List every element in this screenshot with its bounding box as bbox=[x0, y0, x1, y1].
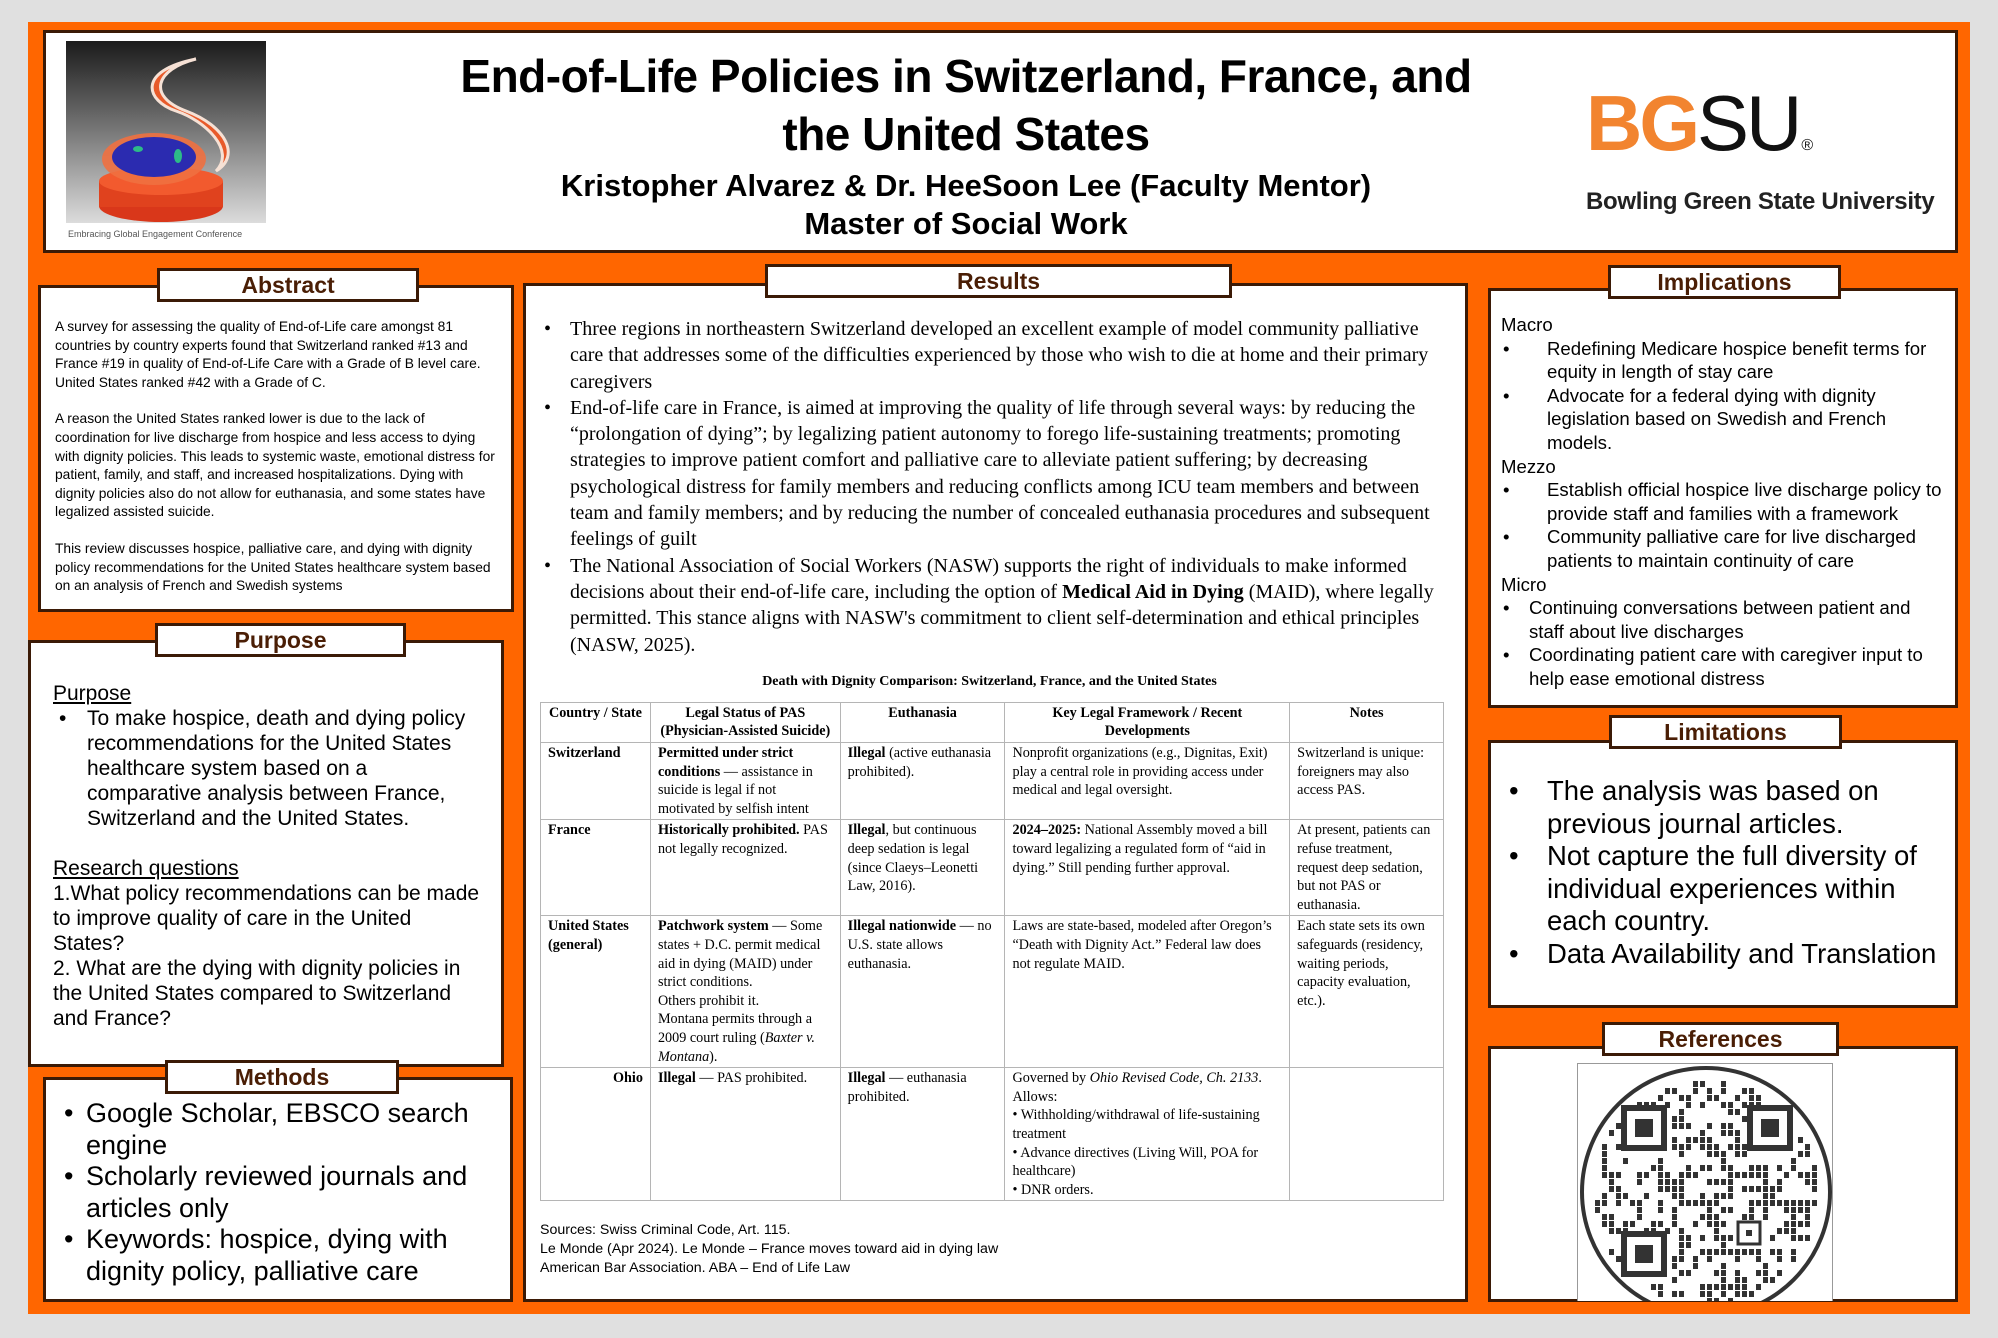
implications-group-label: Mezzo bbox=[1501, 455, 1556, 477]
glass-sculpture-icon bbox=[66, 41, 266, 223]
poster-header bbox=[43, 30, 1958, 253]
program-name: Master of Social Work bbox=[804, 206, 1128, 241]
results-heading: Results bbox=[765, 264, 1232, 298]
column-header: Euthanasia bbox=[840, 702, 1005, 742]
country-cell: United States (general) bbox=[541, 916, 651, 1068]
poster-title-line-2: the United States bbox=[782, 108, 1150, 160]
sources bbox=[540, 1221, 1439, 1278]
methods-item: • Keywords: hospice, dying with dignity policy, palliative care bbox=[56, 1224, 496, 1287]
implications-list bbox=[1501, 337, 1947, 455]
euthanasia-cell: Illegal nationwide — no U.S. state allows euthanasia. bbox=[840, 916, 1005, 1068]
bgsu-wordmark bbox=[1586, 79, 1966, 186]
column-header: Notes bbox=[1290, 702, 1444, 742]
table-row bbox=[541, 1068, 1444, 1201]
bgsu-logo bbox=[1586, 79, 1966, 216]
references-panel bbox=[1488, 1046, 1958, 1302]
university-name: Bowling Green State University bbox=[1586, 188, 1935, 215]
authors: Kristopher Alvarez & Dr. HeeSoon Lee (Faculty Mentor) bbox=[560, 168, 1372, 203]
table-row bbox=[541, 820, 1444, 916]
framework-cell: Nonprofit organizations (e.g., Dignitas, Exit) play a central role in providing access under medical and legal oversight. bbox=[1005, 743, 1290, 820]
table-header-row bbox=[541, 702, 1444, 742]
euthanasia-cell: Illegal (active euthanasia prohibited). bbox=[840, 743, 1005, 820]
notes-cell: Each state sets its own safeguards (residency, waiting periods, capacity evaluation, etc.). bbox=[1290, 916, 1444, 1068]
country-cell: Ohio bbox=[541, 1068, 651, 1201]
implications-item: • Redefining Medicare hospice benefit terms for equity in length of stay care bbox=[1501, 337, 1947, 384]
methods-list bbox=[56, 1098, 496, 1287]
source-line: American Bar Association. ABA – End of Life Law bbox=[540, 1260, 850, 1277]
poster bbox=[28, 22, 1970, 1314]
pas-cell: Illegal — PAS prohibited. bbox=[650, 1068, 840, 1201]
pas-cell: Permitted under strict conditions — assistance in suicide is legal if not motivated by selfish intent bbox=[650, 743, 840, 820]
research-question: 2. What are the dying with dignity policies in the United States compared to Switzerland and France? bbox=[53, 957, 461, 1030]
limitations-item: • Not capture the full diversity of individual experiences within each country. bbox=[1505, 840, 1943, 938]
methods-item: • Scholarly reviewed journals and articles only bbox=[56, 1161, 496, 1224]
column-header: Key Legal Framework / Recent Developments bbox=[1005, 702, 1290, 742]
notes-cell bbox=[1290, 1068, 1444, 1201]
qr-code-icon bbox=[1578, 1064, 1833, 1301]
implications-panel bbox=[1488, 288, 1958, 708]
purpose-list bbox=[53, 706, 483, 831]
framework-cell: Governed by Ohio Revised Code, Ch. 2133. Allows: • Withholding/withdrawal of life-sustaining treatment • Advance directives (Living Will, POA for healthcare) • DNR orders. bbox=[1005, 1068, 1290, 1201]
methods-item: • Google Scholar, EBSCO search engine bbox=[56, 1098, 496, 1161]
notes-cell: At present, patients can refuse treatment, request deep sedation, but not PAS or euthanasia. bbox=[1290, 820, 1444, 916]
column-header: Country / State bbox=[541, 702, 651, 742]
implications-item: • Establish official hospice live discharge policy to provide staff and families with a framework bbox=[1501, 478, 1947, 525]
bgsu-mark-orange: BG bbox=[1586, 79, 1697, 167]
implications-item: • Advocate for a federal dying with dignity legislation based on Swedish and French models. bbox=[1501, 384, 1947, 455]
poster-title-line-1: End-of-Life Policies in Switzerland, France, and bbox=[460, 50, 1472, 102]
implications-item: • Community palliative care for live discharged patients to maintain continuity of care bbox=[1501, 525, 1947, 572]
abstract-paragraph: A reason the United States ranked lower is due to the lack of coordination for live discharge from hospice and less access to dying with dignity policies. This leads to systemic waste, emotional distress for patient, family, and staff, and increased hospitalizations. Dying with dignity policies also do not allow for euthanasia, and some states have legalized assisted suicide. bbox=[55, 411, 495, 520]
conference-caption: Embracing Global Engagement Conference bbox=[68, 229, 243, 239]
table-row bbox=[541, 916, 1444, 1068]
methods-panel bbox=[43, 1077, 513, 1302]
bgsu-mark-black: SU bbox=[1697, 79, 1800, 167]
results-bullet bbox=[540, 553, 1439, 658]
implications-group-label: Micro bbox=[1501, 573, 1547, 595]
country-cell: Switzerland bbox=[541, 743, 651, 820]
implications-list bbox=[1501, 478, 1947, 572]
limitations-list bbox=[1505, 775, 1943, 970]
table-title: Death with Dignity Comparison: Switzerland, France, and the United States bbox=[762, 673, 1217, 689]
limitations-panel bbox=[1488, 740, 1958, 1008]
glass-sculpture-image bbox=[66, 41, 266, 223]
table-row bbox=[541, 743, 1444, 820]
results-bullet: • Three regions in northeastern Switzerland developed an excellent example of model community palliative care that addresses some of the difficulties experienced by those who wish to die at home and their primary caregivers bbox=[540, 316, 1439, 395]
framework-cell: Laws are state-based, modeled after Oregon’s “Death with Dignity Act.” Federal law does not regulate MAID. bbox=[1005, 916, 1290, 1068]
country-cell: France bbox=[541, 820, 651, 916]
limitations-item: • Data Availability and Translation bbox=[1505, 938, 1943, 971]
implications-item: • Coordinating patient care with caregiver input to help ease emotional distress bbox=[1501, 643, 1947, 690]
qr-code[interactable] bbox=[1577, 1063, 1833, 1301]
bullet-text: (MAID), where legally permitted. This stance aligns with NASW's commitment to client self-determination and ethical principles (NASW, 2025). bbox=[570, 580, 1434, 656]
source-line: Le Monde (Apr 2024). Le Monde – France moves toward aid in dying law bbox=[540, 1241, 999, 1258]
implications-heading: Implications bbox=[1608, 265, 1841, 299]
research-questions-label: Research questions bbox=[53, 857, 239, 880]
framework-cell: 2024–2025: National Assembly moved a bill toward legalizing a regulated form of “aid in dying.” Still pending further approval. bbox=[1005, 820, 1290, 916]
results-list bbox=[540, 316, 1439, 658]
pas-cell: Patchwork system — Some states + D.C. permit medical aid in dying (MAID) under strict conditions. Others prohibit it. Montana permits through a 2009 court ruling (Baxter v. Montana). bbox=[650, 916, 840, 1068]
implications-group-label: Macro bbox=[1501, 314, 1553, 335]
purpose-item: • To make hospice, death and dying policy recommendations for the United States healthcare system based on a comparative analysis between France, Switzerland and the United States. bbox=[53, 706, 483, 831]
abstract-paragraph: A survey for assessing the quality of End-of-Life care amongst 81 countries by country experts found that Switzerland ranked #13 and France #19 in quality of End-of-Life Care with a Grade of B level care. United States ranked #42 with a Grade of C. bbox=[55, 319, 481, 390]
column-header: Legal Status of PAS (Physician-Assisted Suicide) bbox=[650, 702, 840, 742]
pas-cell: Historically prohibited. PAS not legally recognized. bbox=[650, 820, 840, 916]
notes-cell: Switzerland is unique: foreigners may also access PAS. bbox=[1290, 743, 1444, 820]
references-heading: References bbox=[1602, 1022, 1839, 1056]
results-panel bbox=[523, 283, 1468, 1302]
euthanasia-cell: Illegal, but continuous deep sedation is legal (since Claeys–Leonetti Law, 2016). bbox=[840, 820, 1005, 916]
purpose-label: Purpose bbox=[53, 682, 132, 705]
source-line: Sources: Swiss Criminal Code, Art. 115. bbox=[540, 1222, 791, 1239]
methods-heading: Methods bbox=[165, 1060, 399, 1094]
limitations-heading: Limitations bbox=[1609, 715, 1842, 749]
purpose-heading: Purpose bbox=[155, 623, 406, 657]
comparison-table bbox=[540, 702, 1444, 1201]
results-bullet: • End-of-life care in France, is aimed at improving the quality of life through several ways: by reducing the “prolongation of dying”; by legalizing patient autonomy to forego life-sustaining treatments; promoting strategies to improve patient comfort and palliative care to alleviate patient suffering; by decreasing psychological distress for family members and reducing conflicts among ICU team members and between team and family members; and by reducing the number of concealed euthanasia procedures and subsequent feelings of guilt bbox=[540, 395, 1439, 553]
bullet-bold-text: Medical Aid in Dying bbox=[1062, 580, 1244, 603]
research-question: 1.What policy recommendations can be made to improve quality of care in the United States? bbox=[53, 882, 480, 955]
implications-list bbox=[1501, 596, 1947, 690]
bullet-text: The National Association of Social Workers (NASW) supports the right of individuals to make informed decisions about their end-of-life care, including the option of bbox=[570, 554, 1407, 603]
registered-icon: ® bbox=[1801, 137, 1811, 154]
limitations-item: • The analysis was based on previous journal articles. bbox=[1505, 775, 1943, 840]
abstract-paragraph: This review discusses hospice, palliative care, and dying with dignity policy recommendations for the United States healthcare system based on an analysis of French and Swedish systems bbox=[55, 540, 491, 594]
purpose-panel bbox=[28, 640, 504, 1067]
abstract-heading: Abstract bbox=[157, 268, 419, 302]
abstract-panel bbox=[38, 285, 514, 612]
title-block bbox=[376, 47, 1556, 243]
euthanasia-cell: Illegal — euthanasia prohibited. bbox=[840, 1068, 1005, 1201]
implications-item: • Continuing conversations between patient and staff about live discharges bbox=[1501, 596, 1947, 643]
